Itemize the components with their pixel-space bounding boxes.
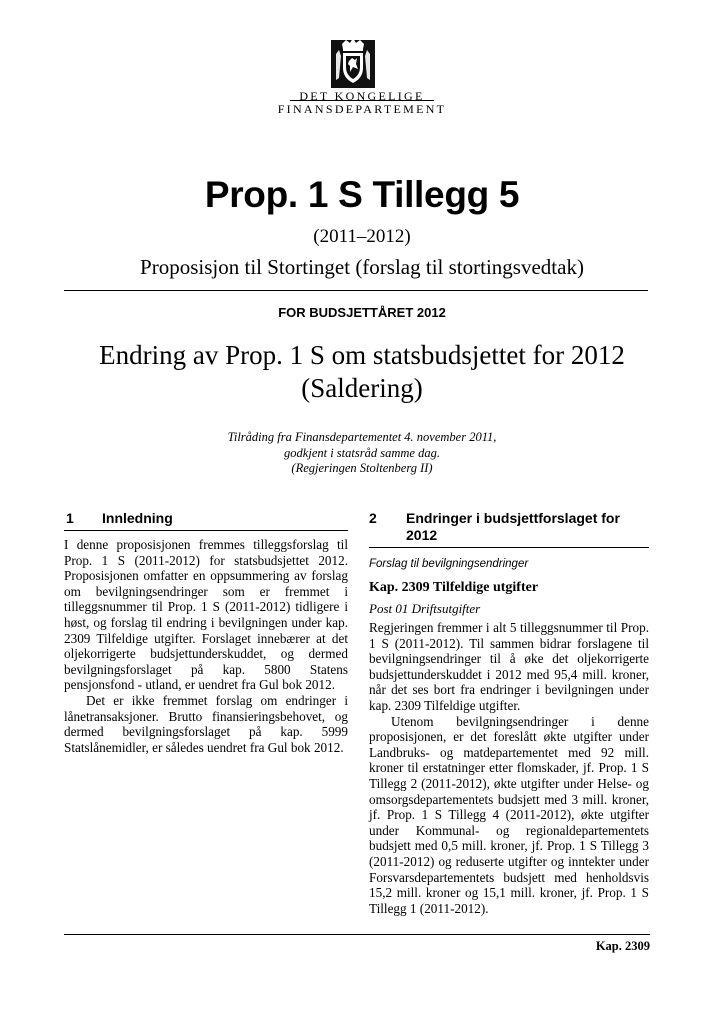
session-years: (2011–2012) bbox=[313, 226, 411, 247]
approval-note bbox=[150, 430, 574, 477]
document-title: Prop. 1 S Tillegg 5 bbox=[204, 174, 520, 215]
section1-body bbox=[64, 537, 348, 755]
section1-title: Innledning bbox=[102, 510, 173, 526]
department-divider bbox=[290, 100, 434, 101]
footer-kap-label: Kap. 2309 bbox=[595, 939, 650, 953]
footer-divider bbox=[64, 934, 650, 935]
department-name-line2: FINANSDEPARTEMENT bbox=[277, 102, 447, 116]
document-subtitle: Proposisjon til Stortinget (forslag til stortingsvedtak) bbox=[140, 255, 584, 279]
approval-line1: Tilråding fra Finansdepartementet 4. november 2011, bbox=[227, 430, 497, 444]
section2-body bbox=[369, 620, 649, 916]
section2-paragraph1: Regjeringen fremmer i alt 5 tilleggsnummer til Prop. 1 S (2011-2012). Til sammen bidrar forslagene til bevilgningsendringer til å øke det oljekorrigerte budsjettunderskuddet i 2012 med 95,4 mill. kroner, når det ses bort fra endringer i bevilgningen under kap. 2309 Tilfeldige utgifter. bbox=[369, 620, 649, 713]
department-name-line1: DET KONGELIGE bbox=[299, 89, 425, 103]
post-heading: Post 01 Driftsutgifter bbox=[369, 601, 481, 616]
section1-paragraph2: Det er ikke fremmet forslag om endringer i lånetransaksjoner. Brutto finansieringsbehovet, og dermed bevilgningsforslaget på kap. 5999 Statslånemidler, er således uendret fra Gul bok 2012. bbox=[64, 692, 348, 755]
section2-number: 2 bbox=[369, 510, 377, 526]
approval-line2: godkjent i statsråd samme dag. bbox=[284, 445, 440, 460]
section1-divider bbox=[64, 530, 348, 531]
kap-heading: Kap. 2309 Tilfeldige utgifter bbox=[369, 580, 539, 595]
approval-line3: (Regjeringen Stoltenberg II) bbox=[291, 461, 433, 475]
forslag-subheading: Forslag til bevilgningsendringer bbox=[369, 558, 529, 570]
royal-coat-of-arms-icon bbox=[330, 34, 376, 88]
budget-year-label: FOR BUDSJETTÅRET 2012 bbox=[278, 305, 446, 320]
main-heading-line1: Endring av Prop. 1 S om statsbudsjettet for 2012 bbox=[99, 340, 625, 370]
title-divider bbox=[64, 290, 648, 291]
main-heading bbox=[60, 339, 664, 405]
section1-paragraph1: I denne proposisjonen fremmes tilleggsforslag til Prop. 1 S (2011-2012) for statsbudsjettet 2012. Proposisjonen omfatter en oppsummering av forslag om bevilgningsendringer som er fremmet i tilleggsnummer til Prop. 1 S (2011-2012) tidligere i høst, og forslag til endring i bevilgningen under kap. 2309 Tilfeldige utgifter. Forslaget innebærer at det oljekorrigerte budsjettunderskuddet, og dermed bevilgningsforslaget på kap. 5800 Statens pensjonsfond - utland, er uendret fra Gul bok 2012. bbox=[64, 537, 348, 693]
section2-title: Endringer i budsjettforslaget for 2012 bbox=[406, 510, 620, 543]
section1-number: 1 bbox=[66, 510, 74, 526]
section2-paragraph2: Utenom bevilgningsendringer i denne proposisjonen, er det foreslått økte utgifter under Landbruks- og matdepartementet med 92 mill. kroner til erstatninger etter flomskader, jf. Prop. 1 S Tillegg 2 (2011-2012), økte utgifter under Helse- og omsorgsdepartementets budsjett med 3 mill. kroner, jf. Prop. 1 S Tillegg 4 (2011-2012), økte utgifter under Kommunal- og regionaldepartementets budsjett med 0,5 mill. kroner, jf. Prop. 1 S Tillegg 3 (2011-2012) og reduserte utgifter og inntekter under Forsvarsdepartementets budsjett med henholdsvis 15,2 mill. kroner og 15,1 mill. kroner, jf. Prop. 1 S Tillegg 1 (2011-2012). bbox=[369, 713, 649, 916]
main-heading-line2: (Saldering) bbox=[301, 373, 423, 403]
section2-divider bbox=[369, 547, 649, 548]
